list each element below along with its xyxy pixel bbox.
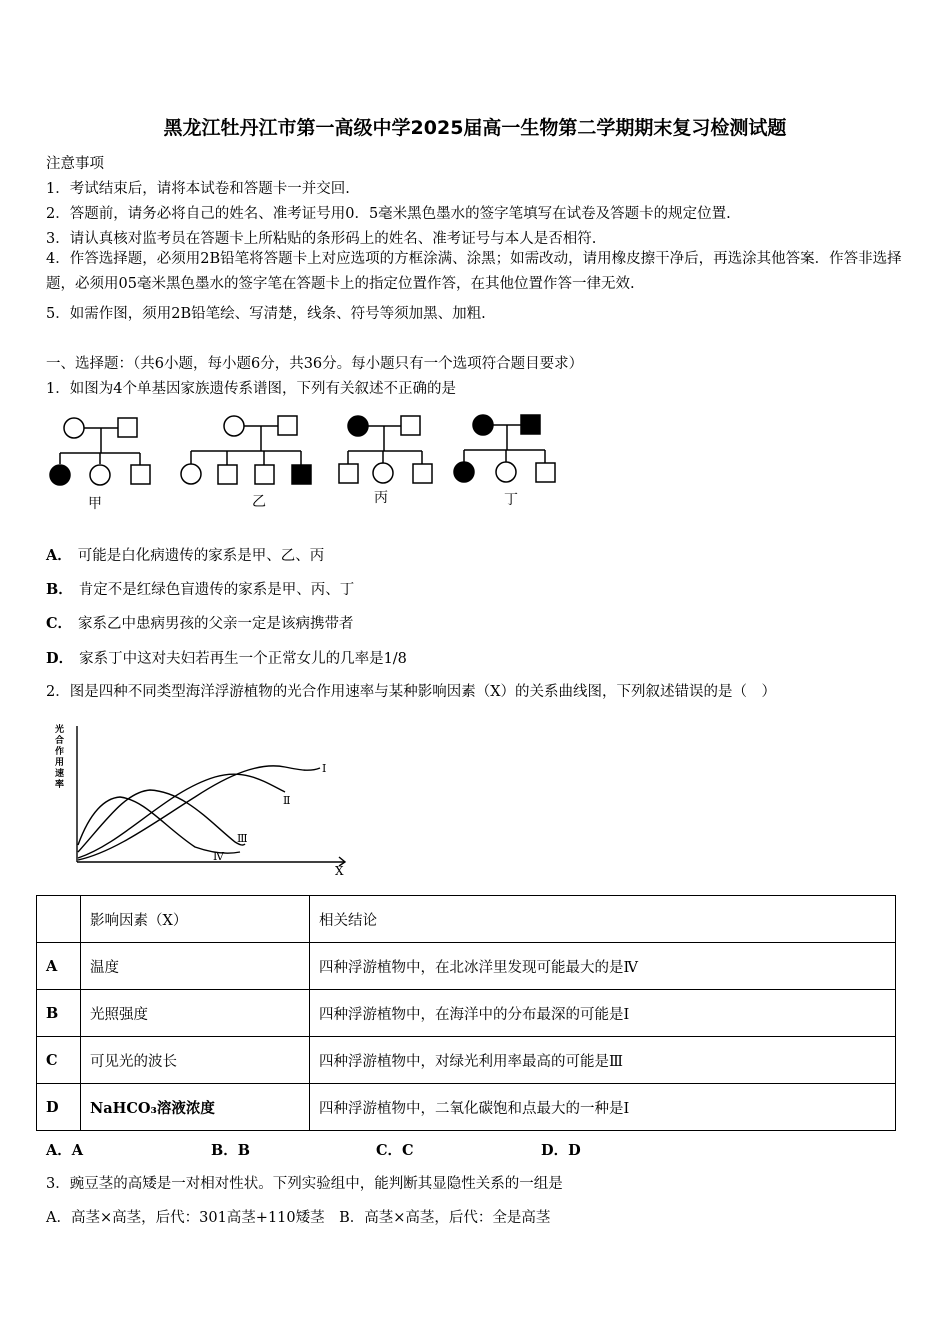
table-cell: 可见光的波长: [81, 1037, 310, 1084]
table-cell: 温度: [81, 943, 310, 990]
note-item: 5．如需作图，须用2B铅笔绘、写清楚，线条、符号等须加黑、加粗.: [46, 306, 486, 322]
q2-answer-b: B．B: [211, 1142, 251, 1159]
pedigree-label: 甲: [88, 496, 102, 512]
q2-answer-d: D．D: [541, 1142, 581, 1159]
q2-stem: 2．图是四种不同类型海洋浮游植物的光合作用速率与某种影响因素（X）的关系曲线图，下列叙述错误的是（ ）: [46, 684, 777, 700]
table-cell: 四种浮游植物中，对绿光利用率最高的可能是Ⅲ: [310, 1037, 896, 1084]
pedigree-figure: [40, 405, 600, 515]
pedigree-jia: [50, 418, 150, 512]
q2-table: [36, 895, 896, 1131]
section-heading: 一、选择题：（共6小题，每小题6分，共36分。每小题只有一个选项符合题目要求）: [46, 356, 584, 372]
pedigree-ding: [454, 415, 555, 508]
y-axis-label-char: 合: [55, 736, 65, 746]
pedigree-label: 丙: [374, 490, 388, 506]
curve-label: Ⅱ: [283, 794, 291, 807]
q1-stem: 1．如图为4个单基因家族遗传系谱图，下列有关叙述不正确的是: [46, 381, 456, 397]
note-item: 4．作答选择题，必须用2B铅笔将答题卡上对应选项的方框涂满、涂黑；如需改动，请用橡皮擦干净后，再选涂其他答案．作答非选择题，必须用05毫米黑色墨水的签字笔在答题卡上的指定位置作答，在其他位置作答一律无效.: [46, 251, 902, 292]
y-axis-label-char: 光: [55, 725, 65, 735]
table-cell: 四种浮游植物中，在北冰洋里发现可能最大的是Ⅳ: [310, 943, 896, 990]
note-item: 3．请认真核对监考员在答题卡上所粘贴的条形码上的姓名、准考证号与本人是否相符.: [46, 231, 597, 247]
q2-answer-c: C．C: [376, 1142, 414, 1159]
table-cell: 光照强度: [81, 990, 310, 1037]
page-title: 黑龙江牡丹江市第一高级中学2025届高一生物第二学期期末复习检测试题: [163, 117, 787, 139]
note-item: 1．考试结束后，请将本试卷和答题卡一并交回.: [46, 181, 350, 197]
y-axis-label-char: 速: [55, 769, 65, 779]
table-cell: [37, 896, 81, 943]
q2-curve-chart: [45, 712, 355, 877]
y-axis-label: [55, 723, 64, 790]
y-axis-label-char: 作: [55, 747, 65, 757]
pedigree-yi: [181, 416, 311, 510]
table-cell: C: [37, 1037, 81, 1084]
table-cell: A: [37, 943, 81, 990]
pedigree-bing: [339, 416, 432, 506]
x-axis-label: X: [335, 864, 344, 877]
table-cell: B: [37, 990, 81, 1037]
curve-i: [78, 766, 320, 860]
curve-label: Ⅰ: [322, 762, 327, 775]
y-axis-label-char: 率: [55, 780, 65, 790]
y-axis-label-text: [55, 723, 64, 790]
q2-answer-a: A．A: [46, 1142, 84, 1159]
table-cell: 四种浮游植物中，在海洋中的分布最深的可能是Ⅰ: [310, 990, 896, 1037]
q3-options: A．高茎×高茎，后代：301高茎+110矮茎 B．高茎×高茎，后代：全是高茎: [46, 1210, 551, 1226]
table-row: [37, 943, 896, 990]
table-row: [37, 1037, 896, 1084]
pedigree-label: 乙: [252, 494, 266, 510]
table-cell: 相关结论: [310, 896, 896, 943]
q1-option-d: D． 家系丁中这对夫妇若再生一个正常女儿的几率是1/8: [46, 650, 407, 667]
table-cell: 四种浮游植物中，二氧化碳饱和点最大的一种是Ⅰ: [310, 1084, 896, 1131]
q3-stem: 3．豌豆茎的高矮是一对相对性状。下列实验组中，能判断其显隐性关系的一组是: [46, 1176, 563, 1192]
q1-option-a: A． 可能是白化病遗传的家系是甲、乙、丙: [46, 547, 325, 564]
q1-option-b: B． 肯定不是红绿色盲遗传的家系是甲、丙、丁: [46, 581, 355, 598]
note-item: 2．答题前，请务必将自己的姓名、准考证号用0．5毫米黑色墨水的签字笔填写在试卷及答题卡的规定位置.: [46, 206, 731, 222]
q1-option-c: C． 家系乙中患病男孩的父亲一定是该病携带者: [46, 615, 354, 632]
y-axis-label-char: 用: [55, 758, 65, 768]
pedigree-label: 丁: [504, 492, 518, 508]
table-row: [37, 990, 896, 1037]
notes-heading: 注意事项: [46, 156, 104, 172]
table-cell: NaHCO₃溶液浓度: [81, 1084, 310, 1131]
curve-label: Ⅳ: [213, 850, 224, 863]
table-cell: 影响因素（X）: [81, 896, 310, 943]
curve-label: Ⅲ: [237, 832, 248, 845]
table-row: [37, 1084, 896, 1131]
table-cell: D: [37, 1084, 81, 1131]
table-header-row: [37, 896, 896, 943]
